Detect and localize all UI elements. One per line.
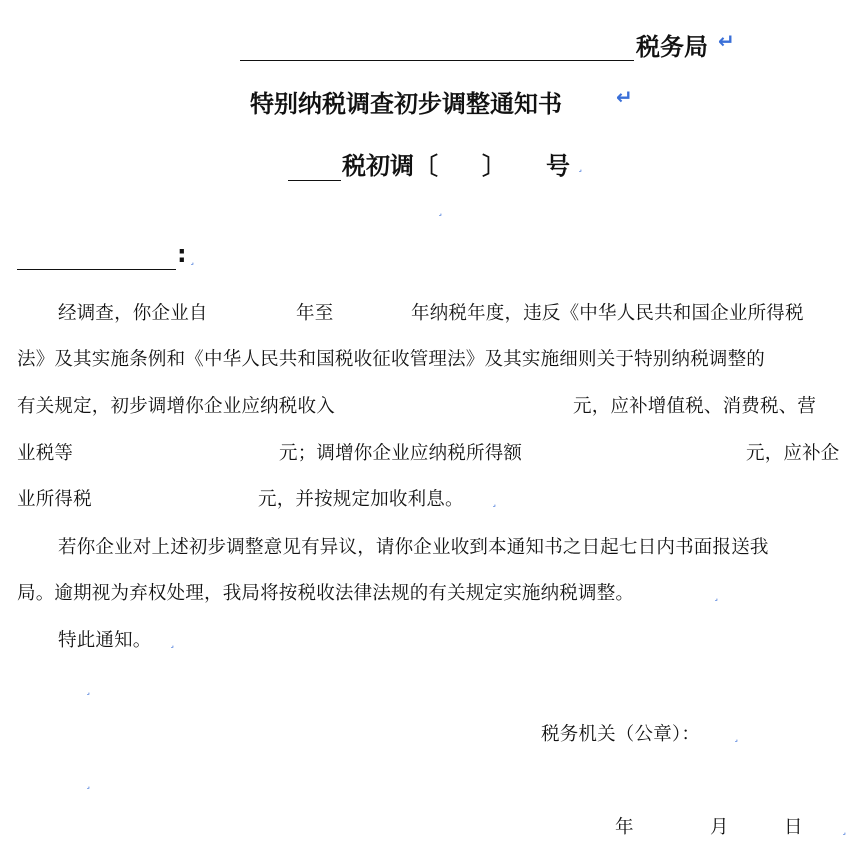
p1-line2: 法》及其实施条例和《中华人民共和国税收征收管理法》及其实施细则关于特别纳税调整的	[17, 349, 766, 370]
return-mark-icon: ↵	[616, 85, 633, 109]
paragraph-mark-icon: ˼	[190, 251, 195, 266]
doc-number-blank	[288, 180, 341, 181]
return-mark-icon: ↵	[718, 29, 735, 53]
p1-line4-a: 业税等	[17, 443, 74, 464]
p1-line1-a: 经调查，你企业自	[58, 303, 208, 324]
date-day: 日	[784, 817, 803, 838]
paragraph-mark-icon: ˼	[86, 681, 91, 696]
authority-suffix: 税务局	[636, 33, 708, 61]
p1-line3-a: 有关规定，初步调增你企业应纳税收入	[17, 396, 335, 417]
date-year: 年	[615, 817, 634, 838]
authority-name-blank	[240, 60, 634, 61]
doc-number-prefix: 税初调〔	[342, 152, 438, 180]
paragraph-mark-icon: ˼	[438, 202, 443, 217]
signature-authority: 税务机关（公章）：	[541, 724, 701, 745]
paragraph-mark-icon: ˼	[170, 634, 175, 649]
p3-closing: 特此通知。	[58, 630, 152, 651]
doc-number-close: 〕	[482, 152, 506, 180]
p2-line1: 若你企业对上述初步调整意见有异议，请你企业收到本通知书之日起七日内书面报送我	[58, 537, 769, 558]
p1-line5-a: 业所得税	[17, 489, 92, 510]
document-title: 特别纳税调查初步调整通知书	[250, 90, 562, 118]
paragraph-mark-icon: ˼	[86, 775, 91, 790]
paragraph-mark-icon: ˼	[734, 728, 739, 743]
paragraph-mark-icon: ˼	[492, 493, 497, 508]
date-month: 月	[710, 817, 729, 838]
paragraph-mark-icon: ˼	[842, 821, 847, 836]
paragraph-mark-icon: ˼	[578, 158, 583, 173]
p1-line5-b: 元，并按规定加收利息。	[258, 489, 464, 510]
addressee-blank	[17, 269, 176, 270]
p1-line4-b: 元；调增你企业应纳税所得额	[279, 443, 523, 464]
p1-line1-c: 年纳税年度，违反《中华人民共和国企业所得税	[411, 303, 804, 324]
p1-line3-b: 元，应补增值税、消费税、营	[573, 396, 817, 417]
p2-line2: 局。逾期视为弃权处理，我局将按税收法律法规的有关规定实施纳税调整。	[17, 583, 635, 604]
paragraph-mark-icon: ˼	[714, 587, 719, 602]
doc-number-suffix: 号	[546, 152, 570, 180]
addressee-colon: :	[177, 240, 187, 268]
p1-line1-b: 年至	[296, 303, 334, 324]
p1-line4-c: 元，应补企	[746, 443, 840, 464]
